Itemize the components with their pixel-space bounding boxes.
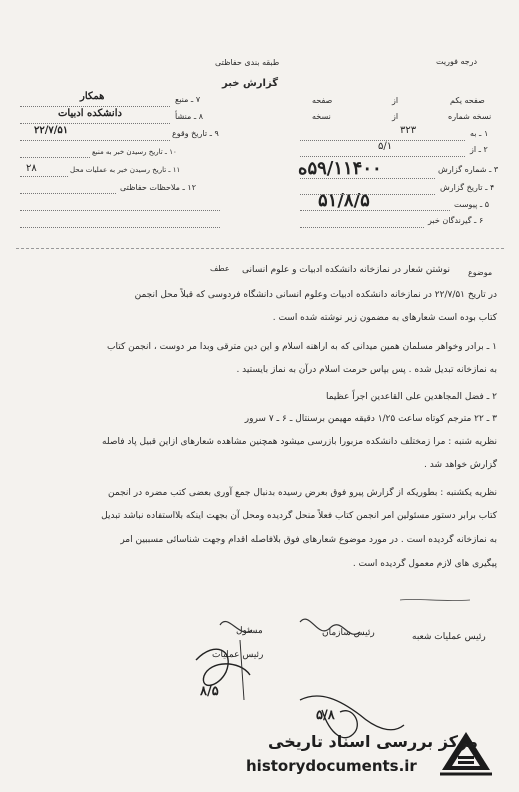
subject-label: موضوع <box>468 268 493 277</box>
priority-label: درجه فوریت <box>436 57 478 66</box>
signature-stroke <box>300 619 360 634</box>
field-label: ۵ ـ پیوست <box>454 200 490 209</box>
body-line: کتاب برابر دستور مسئولین امر انجمن کتاب فعلاً منحل گردیده ومحل آن بجهت اینکه بلااستفاده نباشد تبدیل <box>101 511 497 521</box>
field-label: ۳ ـ شماره گزارش <box>438 165 499 174</box>
classification-label: طبقه بندی حفاظتی <box>215 58 280 67</box>
field-label: ۲ ـ از <box>470 145 488 154</box>
field-label: صفحه یکم <box>450 96 485 105</box>
field-value: همکار <box>80 91 105 102</box>
handwritten-mark: ۵/۸ <box>316 708 335 723</box>
signature-stroke <box>240 640 244 700</box>
field-label: ۹ ـ تاریخ وقوع <box>172 129 219 138</box>
field-label: ۷ ـ منبع <box>175 95 201 104</box>
signature-stroke <box>220 621 252 632</box>
field-label: ۱ ـ به <box>470 129 489 138</box>
field-label: ۶ ـ گیرندگان خبر <box>428 216 484 225</box>
handwritten-mark: ۸/۵ <box>200 684 219 699</box>
body-line: کتاب بوده است شعارهای به مضمون زیر نوشته شده است . <box>272 313 497 323</box>
body-line: نظریه یکشنبه : بطوریکه از گزارش پیرو فوق بعرض رسیده بدنبال جمع آوری بعضی کتب مضره در انجمن <box>108 488 497 498</box>
body-line: ۳ ـ ۲۲ مترجم کوتاه ساعت ۱/۲۵ دقیقه مهیمن برسنتال ـ ۶ ـ ۷ سرور <box>244 414 497 424</box>
body-line: ۲ ـ فضل المجاهدین علی القاعدین اجراً عظیما <box>325 392 497 402</box>
report-date-handwritten: ۵۱/۸/۵ <box>318 190 370 211</box>
body-line: نظریه شنبه : مرا زمختلف دانشکده مزبورا بازرسی میشود همچنین مشاهده شعارهای ازاین قبیل پاد فاصله <box>102 437 497 447</box>
watermark-title: مرکز بررسی اسناد تاریخی <box>268 732 478 751</box>
field-label: نسخه شماره <box>448 112 492 121</box>
field-end: نسخه <box>312 112 331 121</box>
field-mid: از <box>392 96 399 105</box>
field-label: ۸ ـ منشأ <box>175 112 203 121</box>
field-label: ۴ ـ تاریخ گزارش <box>440 183 495 192</box>
signature-stroke <box>400 599 470 600</box>
field-value: ۲۲/۷/۵۱ <box>34 125 69 136</box>
body-line: گزارش خواهد شد . <box>424 460 497 470</box>
signature-text: رئیس عملیات <box>212 650 264 660</box>
field-label: ۱۰ ـ تاریخ رسیدن خبر به منبع <box>92 148 177 156</box>
report-number-handwritten: ۵۹/۱۱۴۰۰ه <box>298 158 382 179</box>
field-label: ۱۱ ـ تاریخ رسیدن خبر به عملیات محل <box>70 166 181 174</box>
document-title: گزارش خبر <box>222 78 279 89</box>
field-value: دانشکده ادبیات <box>58 108 122 119</box>
field-value: ۳۲۳ <box>400 125 417 136</box>
body-line: پیگیری های لازم معمول گردیده است . <box>352 559 497 569</box>
field-value: ۲۸ <box>26 163 37 174</box>
body-line: ۱ ـ برادر وخواهر مسلمان همین میدانی که به اراهنه اسلام و این دین مترقی وبدا مر دوست ، انجمن کتاب <box>107 342 497 352</box>
field-label: ۱۲ ـ ملاحظات حفاظتی <box>120 183 196 192</box>
reference-label: عطف <box>210 264 230 273</box>
signature-text: رئیس سازمان <box>322 628 375 638</box>
body-line: به نمازخانه تبدیل شده . پس بپاس حرمت اسلام درآن به نماز بایستید . <box>236 365 497 375</box>
signature-text: مسئول <box>236 626 263 636</box>
watermark-url: historydocuments.ir <box>246 757 417 775</box>
signature-text: رئیس عملیات شعبه <box>412 632 486 642</box>
field-value: ۵/۱ <box>378 141 393 152</box>
body-line: در تاریخ ۲۲/۷/۵۱ در نمازخانه دانشکده ادبیات وعلوم انسانی دانشگاه فردوسی که قبلاً محل انجمن <box>134 290 497 300</box>
field-end: صفحه <box>312 96 333 105</box>
subject-text: نوشتن شعار در نمازخانه دانشکده ادبیات و علوم انسانی <box>242 265 451 275</box>
body-line: به نمازخانه گردیده است . در مورد موضوع شعارهای فوق بلافاصله اقدام وجهت شناسائی مسببین امر <box>120 535 497 545</box>
field-mid: از <box>392 112 399 121</box>
